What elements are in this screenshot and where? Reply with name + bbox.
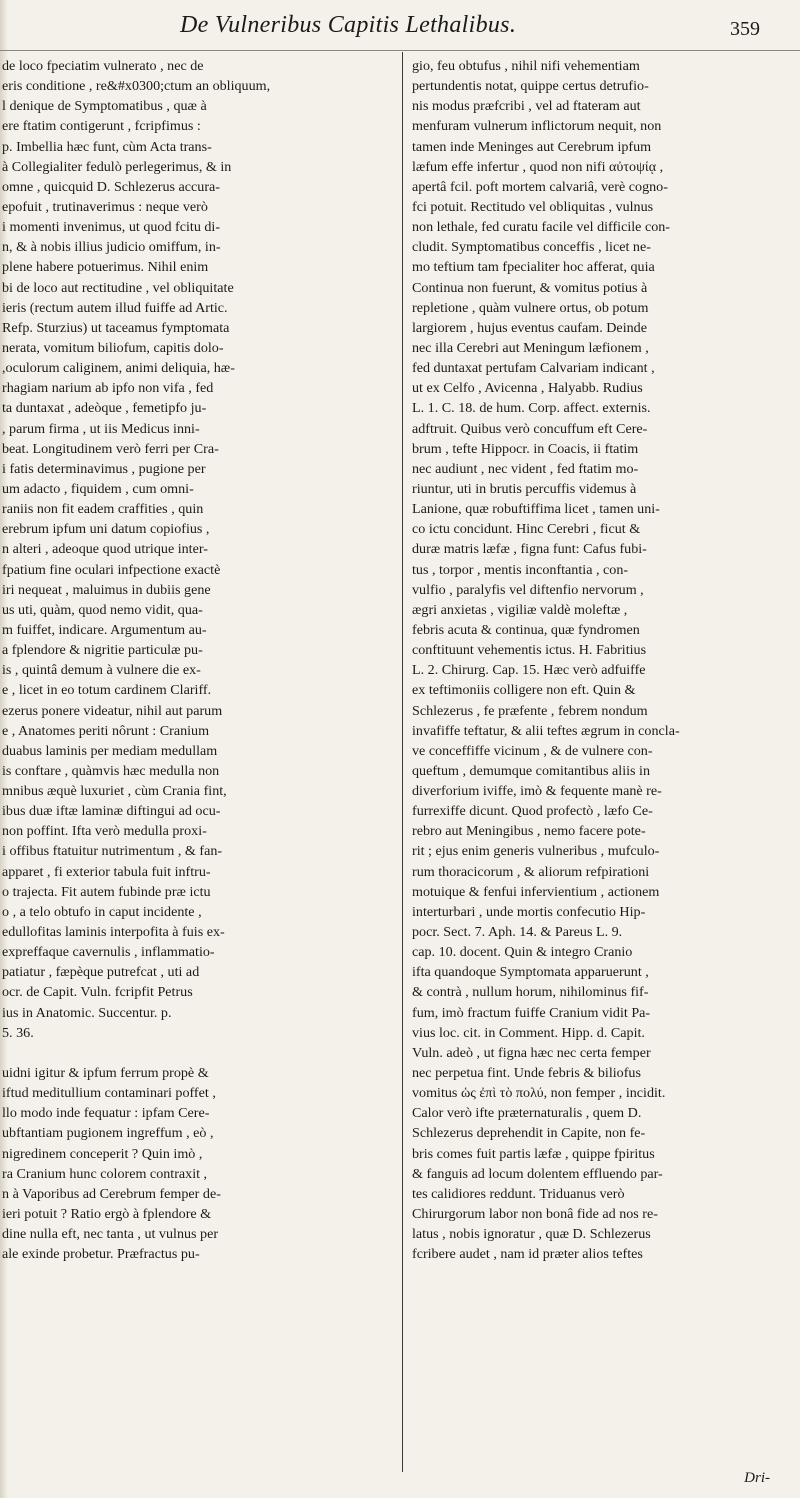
- text-line: Schlezerus deprehendit in Capite, non fe-: [412, 1125, 646, 1142]
- text-line: ezerus ponere videatur, nihil aut parum: [2, 702, 223, 719]
- text-line: pocr. Sect. 7. Aph. 14. & Pareus L. 9.: [412, 924, 623, 941]
- text-line: Calor verò ifte præternaturalis , quem D.: [412, 1105, 642, 1122]
- text-line: bris comes fuit partis læfæ , quippe fpiritus: [412, 1145, 655, 1162]
- text-line: nigredinem conceperit ? Quin imò ,: [2, 1145, 203, 1162]
- text-line: ut ex Celfo , Avicenna , Halyabb. Rudius: [412, 380, 643, 397]
- page-title: De Vulneribus Capitis Lethalibus.: [180, 12, 517, 38]
- text-line: mnibus æquè luxuriet , cùm Crania fint,: [2, 783, 227, 800]
- text-line: llo modo inde fequatur : ipfam Cere-: [2, 1105, 210, 1122]
- text-line: fed duntaxat pertufam Calvariam indicant ,: [412, 360, 655, 377]
- text-line: o , a telo obtufo in caput incidente ,: [2, 903, 202, 920]
- text-line: gio, feu obtufus , nihil nifi vehementiam: [412, 58, 640, 74]
- text-line: læfum effe infertur , quod non nifi αὐτοψίᾳ ,: [412, 158, 664, 175]
- text-line: patiatur , fæpèque putrefcat , uti ad: [2, 964, 200, 981]
- catchword: Dri-: [744, 1470, 770, 1486]
- text-line: co ictu concidunt. Hinc Cerebri , ficut &: [412, 521, 641, 538]
- text-line: tes calidiores reddunt. Triduanus verò: [412, 1185, 625, 1202]
- text-line: ale exinde probetur. Præfractus pu-: [2, 1246, 200, 1263]
- text-line: Chirurgorum labor non bonâ fide ad nos re-: [412, 1206, 658, 1223]
- text-line: apertâ fcil. poft mortem calvariâ, verè cogno-: [412, 178, 668, 195]
- text-line: iri nequeat , maluimus in dubiis gene: [2, 581, 211, 598]
- text-line: us uti, quàm, quod nemo vidit, qua-: [2, 601, 203, 618]
- header-rule: [0, 50, 800, 51]
- text-line: expreffaque cavernulis , inflammatio-: [2, 944, 215, 961]
- text-line: i offibus ftatuitur nutrimentum , & fan-: [2, 843, 223, 860]
- text-line: fcribere audet , nam id præter alios teftes: [412, 1246, 643, 1263]
- text-line: plene habere potuerimus. Nihil enim: [2, 259, 209, 276]
- text-line: eris conditione , re&#x0300;ctum an obliquum,: [2, 78, 271, 95]
- text-line: fum, imò fractum fuiffe Cranium vidit Pa-: [412, 1004, 651, 1021]
- text-line: um adacto , fiquidem , cum omni-: [2, 480, 194, 497]
- page-number: 359: [730, 18, 760, 40]
- right-column: [412, 56, 780, 1264]
- text-line: conftituunt vehementis ictus. H. Fabritius: [412, 642, 647, 659]
- text-line: mo teftium tam fpecialiter hoc afferat, quia: [412, 259, 655, 276]
- text-line: non lethale, fed curatu facile vel difficile con-: [412, 219, 671, 236]
- text-line: ra Cranium hunc colorem contraxit ,: [2, 1165, 208, 1182]
- text-line: à Collegialiter fedulò perlegerimus, & in: [2, 158, 232, 175]
- text-line: nec perpetua fint. Unde febris & biliofus: [412, 1065, 641, 1082]
- text-line: ifta quandoque Symptomata apparuerunt ,: [412, 964, 649, 981]
- text-line: m fuiffet, indicare. Argumentum au-: [2, 621, 207, 638]
- text-line: n à Vaporibus ad Cerebrum femper de-: [2, 1185, 221, 1202]
- text-line: tamen inde Meninges aut Cerebrum ipfum: [412, 138, 652, 155]
- text-line: Vuln. adeò , ut figna hæc nec certa femper: [412, 1044, 651, 1061]
- text-line: vius loc. cit. in Comment. Hipp. d. Capit.: [412, 1024, 645, 1041]
- text-line: ere ftatim contigerunt , fcripfimus :: [2, 118, 201, 135]
- text-line: cap. 10. docent. Quin & integro Cranio: [412, 944, 633, 961]
- text-line: largiorem , hujus eventus caufam. Deinde: [412, 319, 647, 336]
- text-line: diverforium iviffe, imò & fequente manè re-: [412, 783, 662, 800]
- text-line: ieris (rectum autem illud fuiffe ad Artic.: [2, 299, 228, 316]
- text-line: ve conceffiffe vicinum , & de vulnere con-: [412, 742, 653, 759]
- text-line: L. 2. Chirurg. Cap. 15. Hæc verò adfuiffe: [412, 662, 646, 679]
- text-line: rebro aut Meningibus , nemo facere pote-: [412, 823, 646, 840]
- text-line: ubftantiam pugionem ingreffum , eò ,: [2, 1125, 214, 1142]
- text-line: non poffint. Ifta verò medulla proxi-: [2, 823, 207, 840]
- text-line: febris acuta & continua, quæ fyndromen: [412, 621, 640, 638]
- text-line: 5. 36.: [2, 1024, 34, 1041]
- text-line: e , Anatomes periti nôrunt : Cranium: [2, 722, 210, 739]
- text-line: tus , torpor , mentis inconftantia , con-: [412, 561, 629, 578]
- text-line: i momenti invenimus, ut quod fcitu di-: [2, 219, 221, 236]
- text-line: epofuit , trutinaverimus : neque verò: [2, 198, 208, 215]
- text-line: Lanione, quæ robuftiffima licet , tamen uni-: [412, 501, 660, 518]
- text-line: latus , nobis ignoratur , quæ D. Schlezerus: [412, 1226, 651, 1243]
- text-line: apparet , fi exterior tabula fuit inftru-: [2, 863, 211, 880]
- text-line: is conftare , quàmvis hæc medulla non: [2, 762, 220, 779]
- text-line: e , licet in eo totum cardinem Clariff.: [2, 682, 212, 699]
- text-line: edullofitas laminis interpofita à fuis ex-: [2, 924, 225, 941]
- text-line: repletione , quàm vulnere ortus, ob potum: [412, 299, 649, 316]
- text-line: ius in Anatomic. Succentur. p.: [2, 1004, 172, 1021]
- text-line: uidni igitur & ipfum ferrum propè &: [2, 1065, 209, 1082]
- text-line: l denique de Symptomatibus , quæ à: [2, 98, 207, 115]
- text-line: nerata, vomitum biliofum, capitis dolo-: [2, 339, 224, 356]
- text-line: motuique & fenfui infervientium , actionem: [412, 883, 660, 900]
- text-line: Refp. Sturzius) ut taceamus fymptomata: [2, 319, 230, 336]
- text-line: p. Imbellia hæc funt, cùm Acta trans-: [2, 138, 212, 155]
- text-line: vulfio , paralyfis vel diftenfio nervorum ,: [412, 581, 644, 598]
- text-line: riuntur, uti in brutis percuffis videmus à: [412, 480, 637, 497]
- text-line: furrexiffe dicunt. Quod profectò , læfo Ce-: [412, 803, 653, 820]
- text-line: Schlezerus , fe præfente , febrem nondum: [412, 702, 648, 719]
- text-line: de loco fpeciatim vulnerato , nec de: [2, 58, 204, 74]
- text-line: adftruit. Quibus verò concuffum eft Cere-: [412, 420, 648, 437]
- text-line: Continua non fuerunt, & vomitus potius à: [412, 279, 648, 296]
- text-line: rhagiam narium ab ipfo non vifa , fed: [2, 380, 214, 397]
- text-line: ,oculorum caliginem, animi deliquia, hæ-: [2, 360, 235, 377]
- text-line: , parum firma , ut iis Medicus inni-: [2, 420, 200, 437]
- text-line: ieri potuit ? Ratio ergò à fplendore &: [2, 1206, 212, 1223]
- text-line: beat. Longitudinem verò ferri per Cra-: [2, 440, 219, 457]
- text-line: ta duntaxat , adeòque , femetipfo ju-: [2, 400, 207, 417]
- column-divider: [402, 52, 403, 1472]
- text-line: fci potuit. Rectitudo vel obliquitas , vulnus: [412, 198, 654, 215]
- text-line: nis modus præfcribi , vel ad ftateram aut: [412, 98, 641, 115]
- text-line: brum , tefte Hippocr. in Coacis, ii ftatim: [412, 440, 639, 457]
- left-column: [2, 56, 370, 1264]
- text-line: vomitus ὡς ἐπὶ τὸ πολύ, non femper , incidit.: [412, 1085, 666, 1102]
- text-line: n, & à nobis illius judicio omiffum, in-: [2, 239, 221, 256]
- text-line: nec audiunt , nec vident , fed ftatim mo-: [412, 460, 639, 477]
- text-line: cludit. Symptomatibus conceffis , licet ne-: [412, 239, 651, 256]
- text-line: i fatis determinavimus , pugione per: [2, 460, 206, 477]
- text-line: & contrà , nullum horum, nihilominus fif-: [412, 984, 649, 1001]
- text-line: ægri anxietas , vigiliæ valdè moleftæ ,: [412, 601, 628, 618]
- text-line: queftum , demumque comitantibus aliis in: [412, 762, 650, 779]
- text-line: iftud meditullium contaminari poffet ,: [2, 1085, 216, 1102]
- text-line: n alteri , adeoque quod utrique inter-: [2, 541, 208, 558]
- text-line: duræ matris læfæ , figna funt: Cafus fubi-: [412, 541, 647, 558]
- text-line: rit ; ejus enim generis vulneribus , mufculo-: [412, 843, 660, 860]
- text-line: omne , quicquid D. Schlezerus accura-: [2, 178, 220, 195]
- text-line: ibus duæ iftæ laminæ diftingui ad ocu-: [2, 803, 221, 820]
- text-line: invafiffe teftatur, & alii teftes ægrum in concla-: [412, 722, 680, 739]
- text-line: o trajecta. Fit autem fubinde præ ictu: [2, 883, 211, 900]
- text-line: nec illa Cerebri aut Meningum læfionem ,: [412, 339, 649, 356]
- text-line: menfuram vulnerum inflictorum nequit, non: [412, 118, 662, 135]
- text-line: dine nulla eft, nec tanta , ut vulnus per: [2, 1226, 219, 1243]
- text-line: interturbari , unde mortis confecutio Hip-: [412, 903, 646, 920]
- text-line: bi de loco aut rectitudine , vel obliquitate: [2, 279, 234, 296]
- text-line: fpatium fine oculari infpectione exactè: [2, 561, 221, 578]
- text-line: ocr. de Capit. Vuln. fcripfit Petrus: [2, 984, 193, 1001]
- running-head: [0, 8, 800, 48]
- text-line: a fplendore & nigritie particulæ pu-: [2, 642, 203, 659]
- text-line: L. 1. C. 18. de hum. Corp. affect. externis.: [412, 400, 651, 417]
- text-line: [2, 1043, 370, 1063]
- text-line: is , quintâ demum à vulnere die ex-: [2, 662, 201, 679]
- text-line: ex teftimoniis colligere non eft. Quin &: [412, 682, 636, 699]
- text-line: & fanguis ad locum dolentem effluendo par-: [412, 1165, 663, 1182]
- text-line: rum thoracicorum , & aliorum refpirationi: [412, 863, 650, 880]
- text-line: duabus laminis per mediam medullam: [2, 742, 218, 759]
- text-line: erebrum ipfum uni datum copiofius ,: [2, 521, 210, 538]
- text-line: pertundentis notat, quippe certus detrufio-: [412, 78, 649, 95]
- text-line: raniis non fit eadem craffities , quin: [2, 501, 204, 518]
